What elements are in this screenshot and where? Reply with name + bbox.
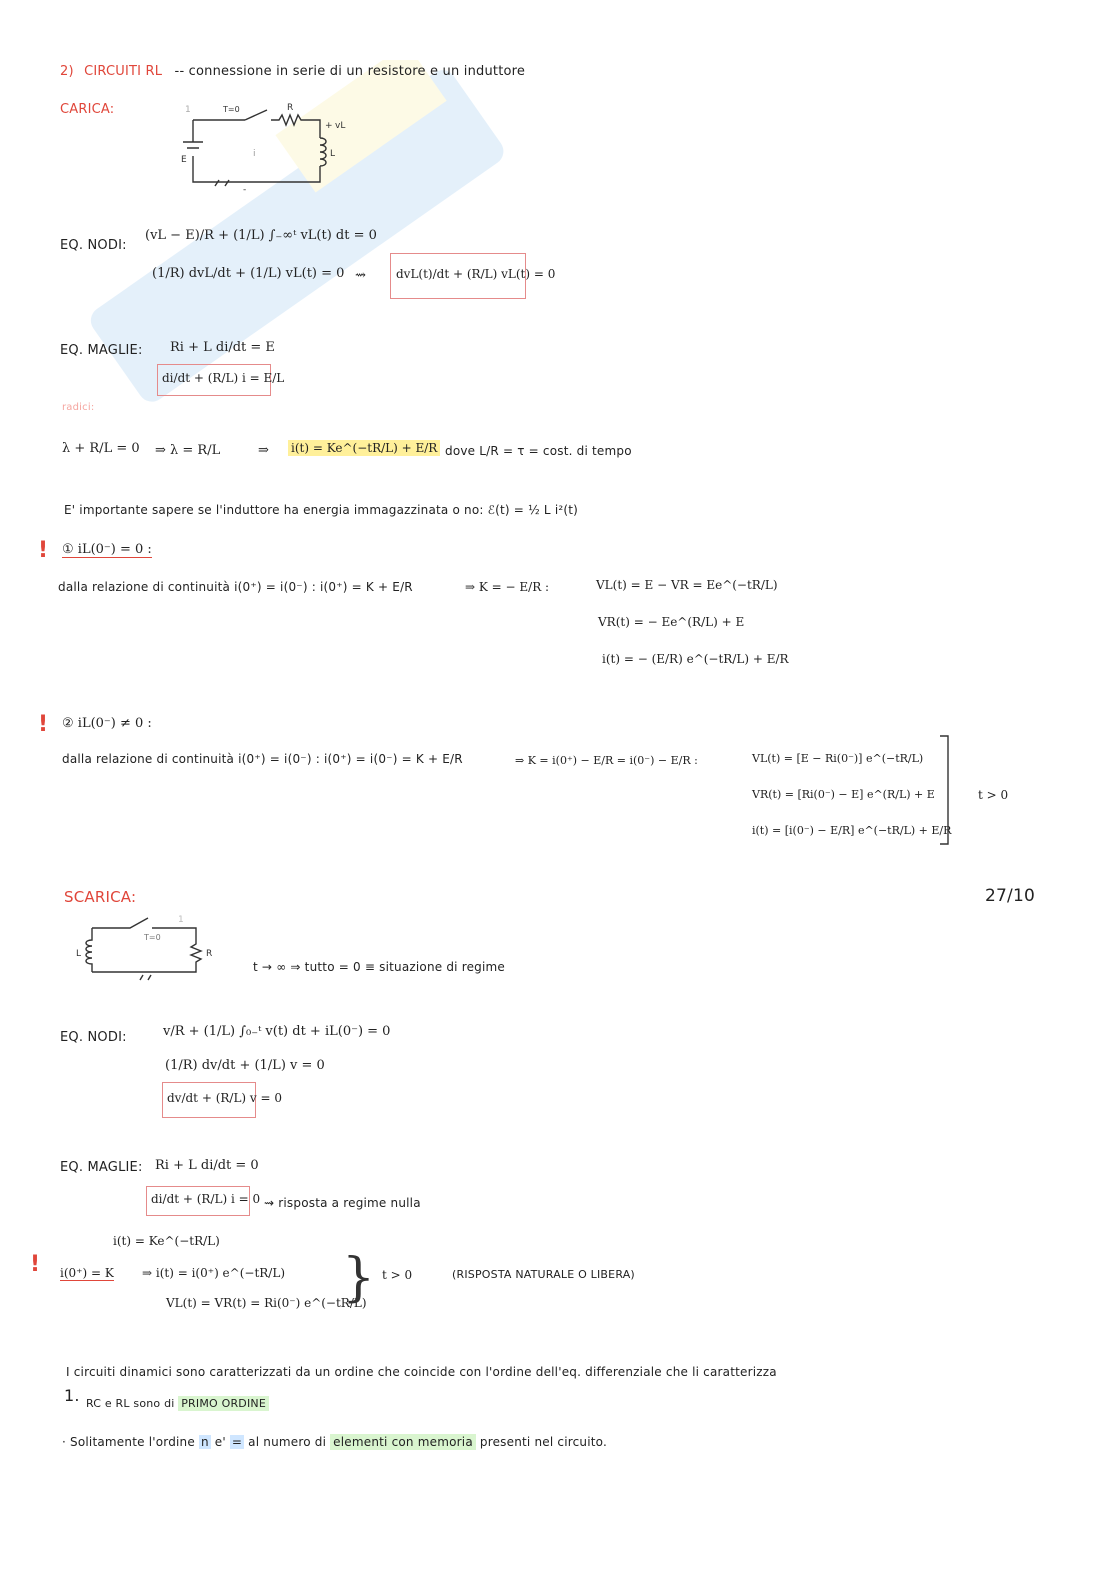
scarica-eq-nodi-label: EQ. NODI: bbox=[60, 1030, 127, 1045]
primo-ordine-highlight: PRIMO ORDINE bbox=[178, 1396, 269, 1411]
case1-continuity: dalla relazione di continuità i(0⁺) = i(0⁻) : i(0⁺) = K + E/R bbox=[58, 580, 413, 594]
node-label: 1 bbox=[178, 915, 184, 925]
eq-maglie-1: Ri + L di/dt = E bbox=[170, 340, 275, 355]
vplus-label: + bbox=[325, 121, 333, 131]
resistor-label: R bbox=[287, 103, 294, 113]
conclusion-line3-pre: · Solitamente l'ordine bbox=[62, 1435, 195, 1449]
case1-k: ⇒ K = − E/R : bbox=[465, 580, 550, 594]
case2-continuity: dalla relazione di continuità i(0⁺) = i(0⁻) : i(0⁺) = i(0⁻) = K + E/R bbox=[62, 752, 463, 766]
lambda-eq: λ + R/L = 0 bbox=[62, 441, 140, 456]
scarica-eq-maglie-1: Ri + L di/dt = 0 bbox=[155, 1158, 259, 1173]
scarica-range: t > 0 bbox=[382, 1268, 413, 1282]
eq-nodi-2: (1/R) dvL/dt + (1/L) vL(t) = 0 bbox=[152, 266, 345, 281]
eq-maglie-label: EQ. MAGLIE: bbox=[60, 343, 143, 358]
conclusion-line2 bbox=[86, 1397, 269, 1410]
lambda-solution: ⇒ λ = R/L bbox=[155, 443, 221, 458]
case2-k: ⇒ K = i(0⁺) − E/R = i(0⁻) − E/R : bbox=[515, 754, 698, 767]
conclusion-num: 1. bbox=[64, 1386, 80, 1405]
conclusion-line1: I circuiti dinamici sono caratterizzati da un ordine che coincide con l'ordine dell'eq. differenziale che li caratterizza bbox=[66, 1365, 777, 1379]
case1-it: i(t) = − (E/R) e^(−tR/L) + E/R bbox=[602, 652, 789, 666]
gnd-label: - bbox=[243, 185, 247, 193]
case1-title: ① iL(0⁻) = 0 : bbox=[62, 542, 152, 557]
conclusion-line2-pre: RC e RL sono di bbox=[86, 1397, 175, 1410]
current-label: i bbox=[253, 149, 256, 159]
source-label: E bbox=[181, 155, 187, 165]
brace-symbol: } bbox=[342, 1248, 376, 1308]
inductor-label: L bbox=[76, 949, 82, 959]
scarica-note: (RISPOSTA NATURALE O LIBERA) bbox=[452, 1268, 635, 1281]
scarica-eq-nodi-2: (1/R) dv/dt + (1/L) v = 0 bbox=[165, 1058, 325, 1073]
source-symbol bbox=[183, 142, 203, 148]
switch-label: T=0 bbox=[144, 933, 161, 942]
resistor-label: R bbox=[206, 949, 213, 959]
warning-mark-3: ! bbox=[30, 1252, 41, 1277]
scarica-it: ⇒ i(t) = i(0⁺) e^(−tR/L) bbox=[142, 1266, 286, 1280]
section-topic: CIRCUITI RL bbox=[84, 64, 163, 79]
section-title bbox=[60, 64, 525, 79]
conclusion-line3-eq: = bbox=[231, 1435, 243, 1449]
conclusion-line3-n: n bbox=[200, 1435, 209, 1449]
switch-label: T=0 bbox=[223, 105, 240, 114]
warning-mark-2: ! bbox=[38, 712, 49, 737]
tau-definition: dove L/R = τ = cost. di tempo bbox=[445, 444, 632, 458]
scarica-solution: i(t) = Ke^(−tR/L) bbox=[113, 1234, 220, 1248]
bracket-symbol bbox=[938, 734, 952, 846]
carica-circuit-diagram bbox=[175, 98, 350, 193]
inductor-symbol bbox=[320, 138, 326, 166]
eq-nodi-label: EQ. NODI: bbox=[60, 238, 127, 253]
switch-symbol bbox=[245, 110, 267, 120]
scarica-risposta: ⇝ risposta a regime nulla bbox=[264, 1196, 421, 1210]
case2-range: t > 0 bbox=[978, 788, 1009, 802]
case1-vl: VL(t) = E − VR = Ee^(−tR/L) bbox=[596, 578, 778, 592]
case2-title: ② iL(0⁻) ≠ 0 : bbox=[62, 716, 152, 731]
scarica-label: SCARICA: bbox=[64, 888, 137, 906]
scarica-init: i(0⁺) = K bbox=[60, 1266, 114, 1280]
carica-label: CARICA: bbox=[60, 102, 115, 117]
case2-vl: VL(t) = [E − Ri(0⁻)] e^(−tR/L) bbox=[752, 752, 924, 765]
scarica-circuit-diagram bbox=[72, 910, 222, 990]
conclusion-line3-mid: e' bbox=[214, 1435, 226, 1449]
vl-label: vL bbox=[335, 121, 346, 131]
current-solution: i(t) = Ke^(−tR/L) + E/R bbox=[288, 440, 440, 456]
elementi-memoria-highlight: elementi con memoria bbox=[330, 1434, 476, 1450]
warning-mark-1: ! bbox=[38, 538, 49, 563]
case1-vr: VR(t) = − Ee^(R/L) + E bbox=[598, 615, 745, 629]
scarica-limit: t → ∞ ⇒ tutto = 0 ≡ situazione di regime bbox=[253, 960, 506, 974]
eq-nodi-1: (vL − E)/R + (1/L) ∫₋∞ᵗ vL(t) dt = 0 bbox=[145, 228, 377, 243]
scarica-vt: VL(t) = VR(t) = Ri(0⁻) e^(−tR/L) bbox=[166, 1296, 367, 1310]
radici-note: radici: bbox=[62, 402, 95, 413]
eq-nodi-result: dvL(t)/dt + (R/L) vL(t) = 0 bbox=[396, 267, 556, 281]
arrow-symbol: ⇝ bbox=[355, 268, 366, 283]
scarica-eq-maglie-label: EQ. MAGLIE: bbox=[60, 1160, 143, 1175]
scarica-eq-nodi-result: dv/dt + (R/L) v = 0 bbox=[167, 1091, 283, 1105]
eq-maglie-result: di/dt + (R/L) i = E/L bbox=[162, 371, 285, 385]
date-label: 27/10 bbox=[985, 886, 1035, 906]
case2-vr: VR(t) = [Ri(0⁻) − E] e^(R/L) + E bbox=[752, 788, 935, 801]
inductor-label: L bbox=[330, 149, 336, 159]
conclusion-line3-end: presenti nel circuito. bbox=[479, 1435, 607, 1449]
section-desc: -- connessione in serie di un resistore e un induttore bbox=[174, 64, 526, 79]
implies-symbol: ⇒ bbox=[258, 443, 269, 458]
inductor-symbol bbox=[86, 928, 92, 972]
scarica-eq-nodi-1: v/R + (1/L) ∫₀₋ᵗ v(t) dt + iL(0⁻) = 0 bbox=[163, 1024, 391, 1039]
conclusion-line3 bbox=[62, 1435, 607, 1449]
scarica-eq-maglie-result: di/dt + (R/L) i = 0 bbox=[151, 1192, 261, 1206]
conclusion-line3-post: al numero di bbox=[248, 1435, 327, 1449]
case2-it: i(t) = [i(0⁻) − E/R] e^(−tR/L) + E/R bbox=[752, 824, 952, 837]
section-number: 2) bbox=[60, 64, 74, 79]
node-label: 1 bbox=[185, 105, 191, 115]
energy-note: E' importante sapere se l'induttore ha energia immagazzinata o no: ℰ(t) = ½ L i²(t) bbox=[64, 503, 579, 517]
